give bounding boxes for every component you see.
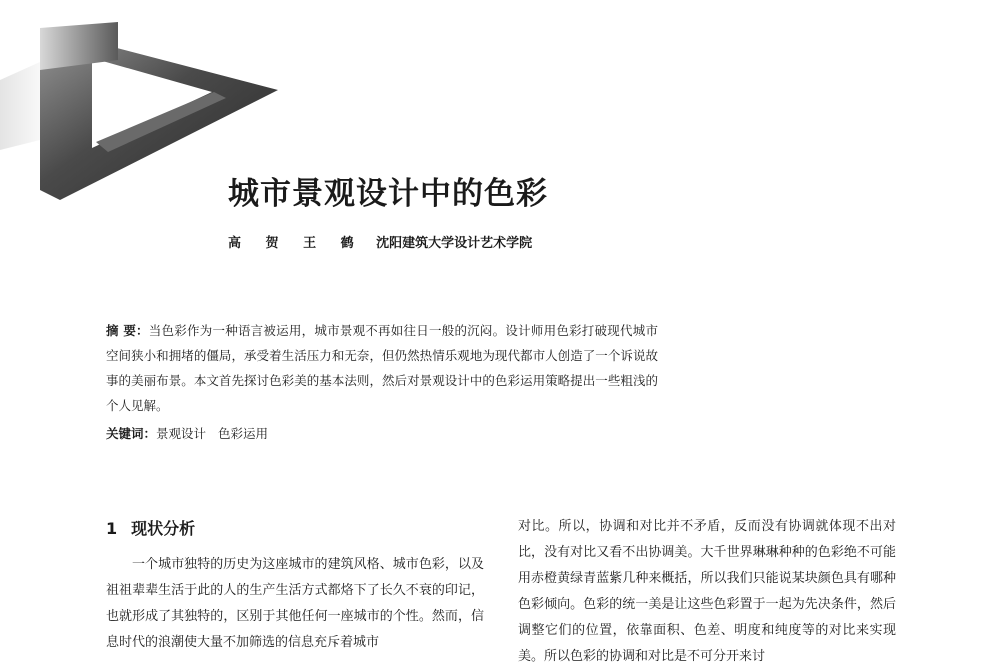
abstract-text: 当色彩作为一种语言被运用，城市景观不再如往日一般的沉闷。设计师用色彩打破现代城市空间狭小和拥堵的僵局，承受着生活压力和无奈，但仍然热情乐观地为现代都市人创造了一个诉说故事的美丽布景。本文首先探讨色彩美的基本法则，然后对景观设计中的色彩运用策略提出一些粗浅的个人见解。 <box>106 323 658 413</box>
keywords-label: 关键词： <box>106 426 157 441</box>
byline <box>228 232 532 251</box>
keyword-1: 景观设计 <box>156 426 207 441</box>
body-text-right-column: 对比。所以，协调和对比并不矛盾，反而没有协调就体现不出对比，没有对比又看不出协调美。大千世界琳琳种种的色彩绝不可能用赤橙黄绿青蓝紫几种来概括，所以我们只能说某块颜色具有哪种色彩倾向。色彩的统一美是让这些色彩置于一起为先决条件，然后调整它们的位置，依靠面积、色差、明度和纯度等的对比来实现美。所以色彩的协调和对比是不可分开来讨 <box>518 519 896 664</box>
affiliation: 沈阳建筑大学设计艺术学院 <box>376 236 533 251</box>
article-title: 城市景观设计中的色彩 <box>228 176 548 212</box>
haze-shape <box>0 62 40 150</box>
section-number: 1 <box>106 519 118 538</box>
body-text-left-column: 一个城市独特的历史为这座城市的建筑风格、城市色彩，以及祖祖辈辈生活于此的人的生产生活方式都烙下了长久不衰的印记，也就形成了其独特的，区别于其他任何一座城市的个性。然而，信息时代的浪潮使大量不加筛选的信息充斥着城市 <box>106 557 484 650</box>
section-title: 现状分析 <box>131 519 196 538</box>
author-1: 高 贺 <box>228 236 289 251</box>
keywords <box>106 424 268 444</box>
section-heading <box>106 516 195 539</box>
abstract <box>106 318 658 418</box>
abstract-label: 摘 要： <box>106 323 149 338</box>
author-2: 王 鹤 <box>303 236 364 251</box>
keyword-2: 色彩运用 <box>218 426 269 441</box>
